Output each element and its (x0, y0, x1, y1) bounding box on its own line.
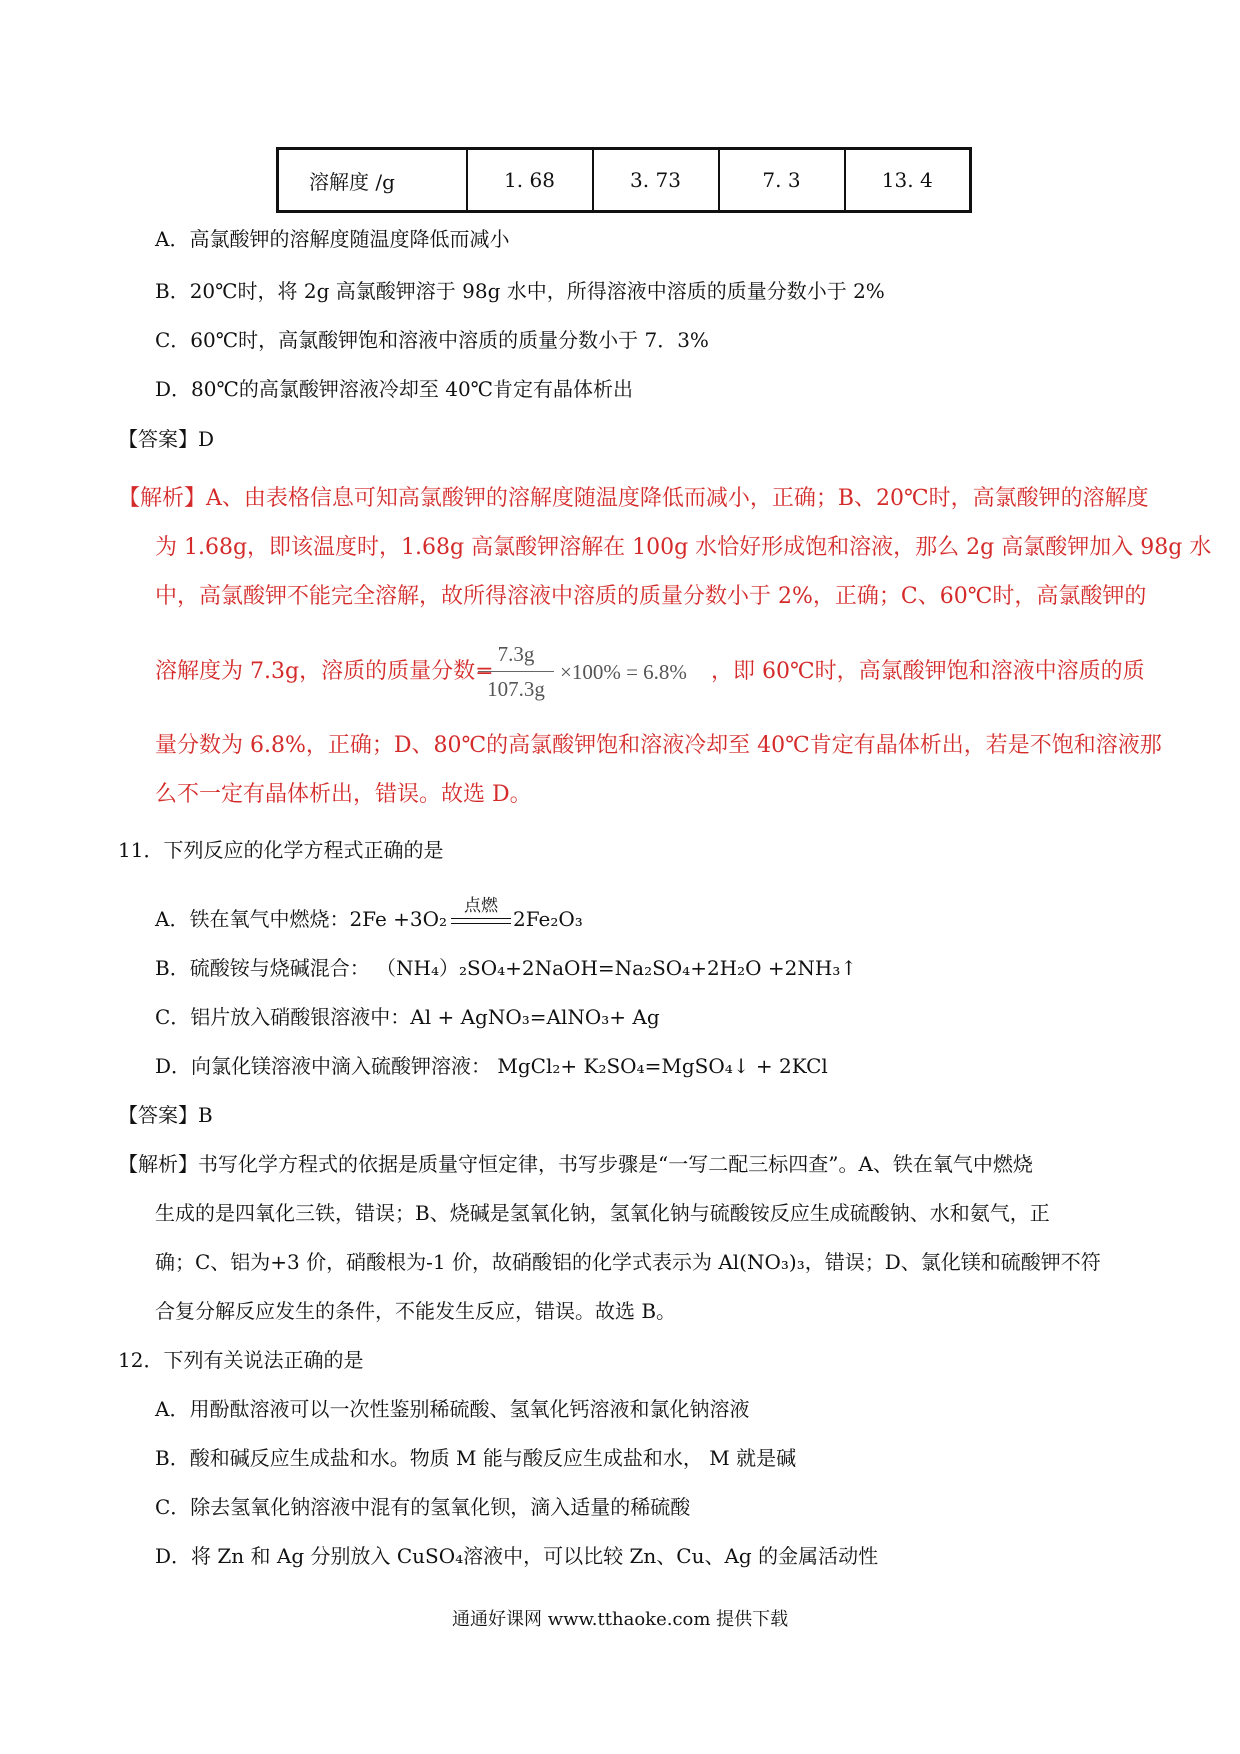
q11-analysis-line: 【解析】书写化学方程式的依据是质量守恒定律，书写步骤是“一写二配三标四查”。A、铁在氧气中燃烧 (118, 1152, 1033, 1176)
q10-analysis-line: 为 1.68g，即该温度时，1.68g 高氯酸钾溶解在 100g 水恰好形成饱和溶液，那么 2g 高氯酸钾加入 98g 水 (155, 535, 1212, 560)
fraction-bar (478, 671, 554, 672)
q11-option-a-product: 2Fe₂O₃ (513, 907, 583, 931)
mass-fraction (476, 640, 556, 703)
q10-analysis-line: 中，高氯酸钾不能完全溶解，故所得溶液中溶质的质量分数小于 2%，正确；C、60℃时，高氯酸钾的 (155, 584, 1147, 609)
q10-analysis-line: 【解析】A、由表格信息可知高氯酸钾的溶解度随温度降低而减小，正确；B、20℃时，高氯酸钾的溶解度 (118, 486, 1149, 511)
table-row (278, 149, 971, 212)
q12-option-d: D．将 Zn 和 Ag 分别放入 CuSO₄溶液中，可以比较 Zn、Cu、Ag 的金属活动性 (155, 1544, 879, 1568)
q11-answer: 【答案】B (118, 1103, 213, 1127)
table-head-cell: 溶解度 /g (278, 149, 467, 212)
q10-option-d: D．80℃的高氯酸钾溶液冷却至 40℃肯定有晶体析出 (155, 377, 634, 401)
equals-sign (451, 918, 511, 924)
page-footer: 通通好课网 www.tthaoke.com 提供下载 (452, 1609, 789, 1630)
q12-option-c: C．除去氢氧化钠溶液中混有的氢氧化钡，滴入适量的稀硫酸 (155, 1495, 691, 1519)
table-cell: 13. 4 (845, 149, 971, 212)
q12-stem: 12．下列有关说法正确的是 (118, 1348, 364, 1372)
reaction-condition: 点燃 (464, 896, 498, 916)
table-cell: 7. 3 (719, 149, 845, 212)
fraction-result: ×100% = 6.8% (560, 660, 687, 684)
q10-analysis-line: 溶解度为 7.3g，溶质的质量分数= (155, 659, 494, 684)
table-cell: 1. 68 (467, 149, 593, 212)
fraction-numerator: 7.3g (497, 642, 535, 666)
q11-option-c: C．铝片放入硝酸银溶液中：Al + AgNO₃=AlNO₃+ Ag (155, 1005, 660, 1029)
q10-option-a: A．高氯酸钾的溶解度随温度降低而减小 (155, 227, 510, 251)
q11-option-d: D．向氯化镁溶液中滴入硫酸钾溶液： MgCl₂+ K₂SO₄=MgSO₄↓ + 2KCl (155, 1054, 828, 1078)
q11-analysis-line: 生成的是四氧化三铁，错误；B、烧碱是氢氧化钠，氢氧化钠与硫酸铵反应生成硫酸钠、水和氨气，正 (155, 1201, 1050, 1225)
q10-option-c: C．60℃时，高氯酸钾饱和溶液中溶质的质量分数小于 7．3% (155, 328, 709, 352)
q12-option-a: A．用酚酞溶液可以一次性鉴别稀硫酸、氢氧化钙溶液和氯化钠溶液 (155, 1397, 750, 1421)
q11-analysis-line: 合复分解反应发生的条件，不能发生反应，错误。故选 B。 (155, 1299, 677, 1323)
solubility-table (276, 147, 972, 213)
table-cell: 3. 73 (593, 149, 719, 212)
q11-stem: 11．下列反应的化学方程式正确的是 (118, 838, 444, 862)
q10-analysis-line: 么不一定有晶体析出，错误。故选 D。 (155, 782, 532, 807)
fraction-denominator: 107.3g (487, 677, 545, 701)
q10-option-b: B．20℃时，将 2g 高氯酸钾溶于 98g 水中，所得溶液中溶质的质量分数小于 2% (155, 279, 885, 303)
q11-option-a: A．铁在氧气中燃烧：2Fe +3O₂ (155, 907, 448, 931)
q11-analysis-line: 确；C、铝为+3 价，硝酸根为-1 价，故硝酸铝的化学式表示为 Al(NO₃)₃，错误；D、氯化镁和硫酸钾不符 (155, 1250, 1101, 1274)
q12-option-b: B．酸和碱反应生成盐和水。物质 M 能与酸反应生成盐和水， M 就是碱 (155, 1446, 797, 1470)
q10-analysis-line: ，即 60℃时，高氯酸钾饱和溶液中溶质的质 (711, 659, 1145, 684)
q10-analysis-line: 量分数为 6.8%，正确；D、80℃的高氯酸钾饱和溶液冷却至 40℃肯定有晶体析出，若是不饱和溶液那 (155, 733, 1162, 758)
q10-answer: 【答案】D (118, 427, 215, 451)
q11-option-b: B．硫酸铵与烧碱混合： （NH₄）₂SO₄+2NaOH=Na₂SO₄+2H₂O +2NH₃↑ (155, 956, 858, 980)
